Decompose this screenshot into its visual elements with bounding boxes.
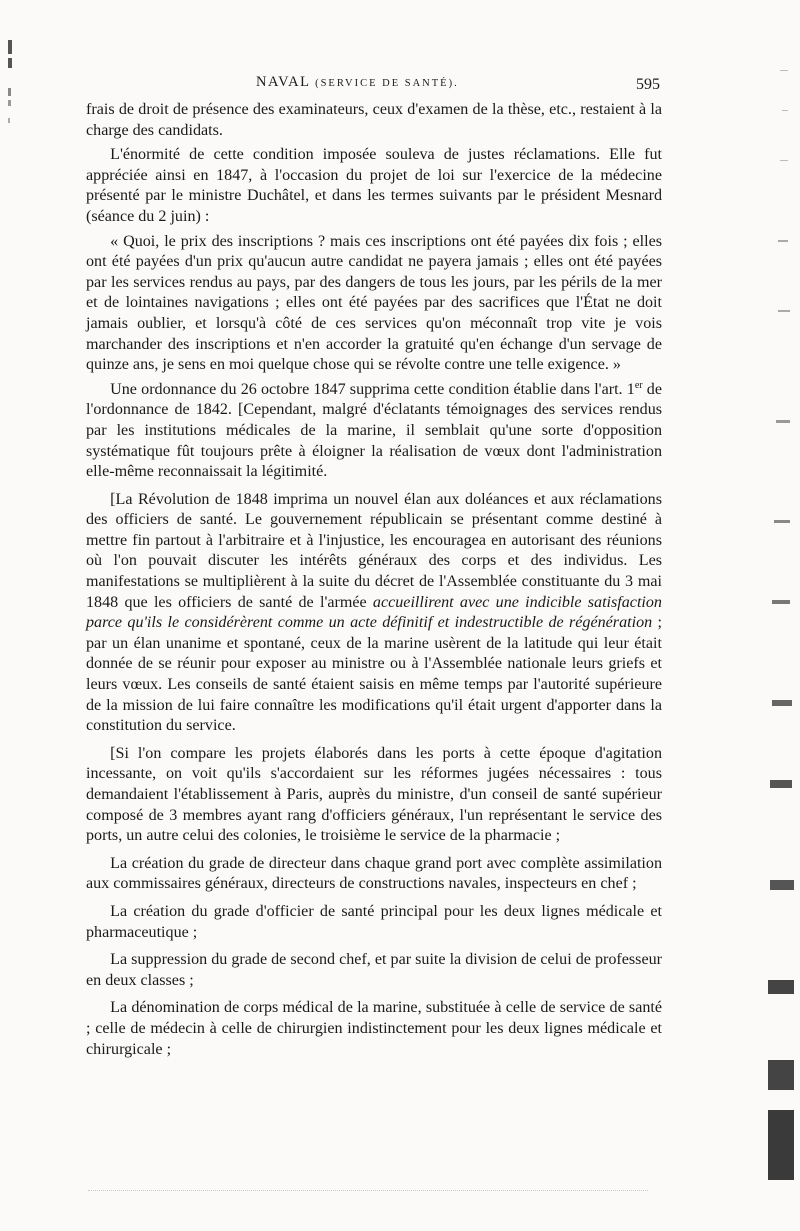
page-header: [86, 74, 660, 98]
paragraph-5-part-a: [La Révolution de 1848 imprima un nouvel élan aux doléances et aux réclamations des officiers de santé. Le gouvernement républicain se présentant comme destiné à mettre fin partout à l'arbitraire et à l'injustice, les encouragea en autorisant des réunions où l'on pouvait discuter les intérêts généraux des corps et des individus. Les manifestations se multiplièrent à la suite du décret de l'Assemblée constituante du 3 mai 1848 que les officiers de santé de l'armée: [86, 490, 662, 611]
paragraph-10: La dénomination de corps médical de la marine, substituée à celle de service de santé ; celle de médecin à celle de chirurgien indistinctement pour les deux lignes médicale et chirurgicale ;: [86, 999, 662, 1058]
paragraph-8: La création du grade d'officier de santé principal pour les deux lignes médicale et pharmaceutique ;: [86, 902, 662, 941]
paragraph-6: [Si l'on compare les projets élaborés dans les ports à cette époque d'agitation incessante, on voit qu'ils s'accordaient sur les réformes jugées nécessaires : tous demandaient l'établissement à Paris, auprès du ministre, d'un conseil de santé supérieur composé de 3 membres ayant rang d'officiers généraux, l'un représentant le service des ports, un autre celui des colonies, le troisième le service de la pharmacie ;: [86, 744, 662, 845]
paragraph-4: [86, 380, 662, 483]
bleed-through-line: [88, 1190, 648, 1197]
paragraph-5-italic: accueillirent avec une indicible satisfaction parce qu'ils le considérèrent comme un acte définitif et indestructible de régénération: [86, 593, 662, 632]
running-head-sub: (SERVICE DE SANTÉ).: [315, 78, 459, 89]
scan-right-margin: [760, 0, 800, 1231]
paragraph-3-quote: « Quoi, le prix des inscriptions ? mais ces inscriptions ont été payées dix fois ; elles ont été payées d'un prix qu'aucun autre candidat ne payera jamais ; elles ont été payées par les services rendus au pays, par des dangers de tous les jours, par les périls de la mer et de lointaines navigations ; elles ont été payées par des sacrifices que l'État ne doit jamais oublier, et lorsqu'à côté de ces services qu'on méconnaît trop vite je vois marchander des inscriptions et n'en accorder la gratuité qu'en échange d'un servage de quinze ans, je sens en moi quelque chose qui se révolte contre une telle exigence. »: [86, 232, 662, 374]
paragraph-9: La suppression du grade de second chef, et par suite la division de celui de professeur en deux classes ;: [86, 951, 662, 989]
paragraph-4-part-b: de l'ordonnance de 1842. [Cependant, malgré d'éclatants témoignages des services rendus par les institutions médicales de la marine, il semblait qu'une sorte d'opposition systématique fût toujours prête à éloigner la réalisation de vœux dont l'administration elle-même reconnaissait la légitimité.: [86, 380, 662, 481]
body-text: [86, 100, 662, 1060]
paragraph-4-part-a: Une ordonnance du 26 octobre 1847 supprima cette condition établie dans l'art. 1: [110, 380, 635, 398]
scan-left-margin: [0, 0, 40, 1231]
paragraph-2: L'énormité de cette condition imposée souleva de justes réclamations. Elle fut appréciée ainsi en 1847, à l'occasion du projet de loi sur l'exercice de la médecine présenté par le ministre Duchâtel, et dans les termes suivants par le président Mesnard (séance du 2 juin) :: [86, 146, 662, 225]
paragraph-5: [86, 490, 662, 737]
running-head: [256, 74, 459, 91]
running-head-main: NAVAL: [256, 74, 310, 90]
paragraph-7: La création du grade de directeur dans chaque grand port avec complète assimilation aux commissaires généraux, directeurs de constructions navales, inspecteurs en chef ;: [86, 854, 662, 893]
superscript-er: er: [634, 379, 643, 391]
page-number: 595: [636, 76, 660, 93]
paragraph-5-part-b: ; par un élan unanime et spontané, ceux de la marine usèrent de la latitude qui leur était donnée de se réunir pour exposer au ministre ou à l'Assemblée nationale leurs griefs et leurs vœux. Les conseils de santé étaient saisis en même temps par l'autorité supérieure de la mission de lui faire connaître les modifications qu'il était urgent d'apporter dans la constitution du service.: [86, 614, 662, 735]
paragraph-1: frais de droit de présence des examinateurs, ceux d'examen de la thèse, etc., restaient à la charge des candidats.: [86, 101, 662, 139]
